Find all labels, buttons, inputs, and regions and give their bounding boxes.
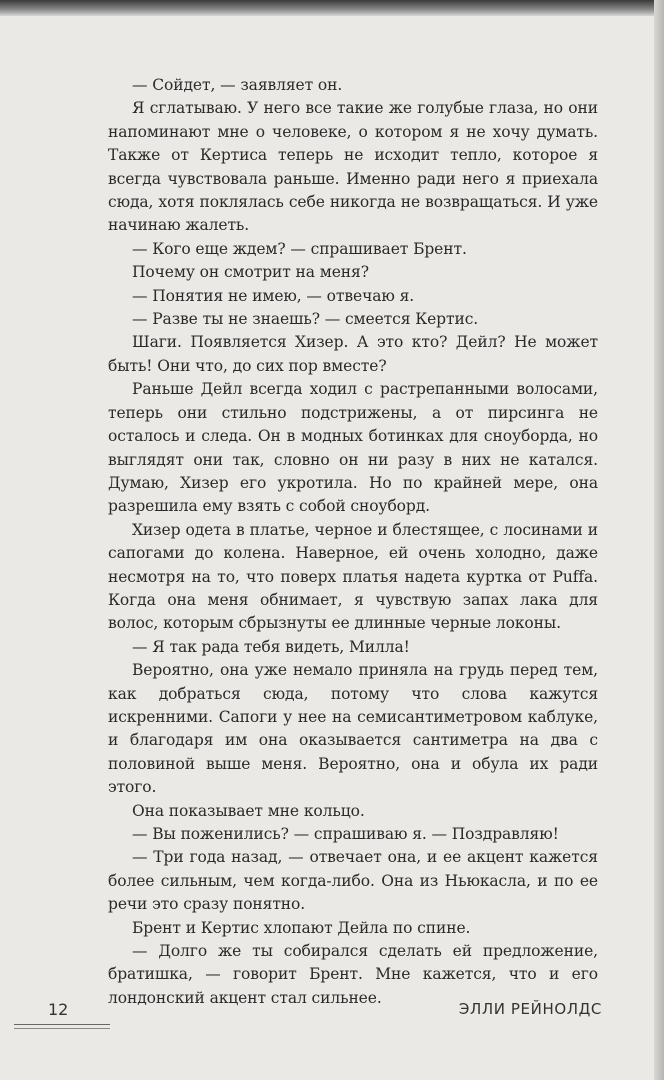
page-body-text [108, 74, 598, 1010]
paragraph: Она показывает мне кольцо. [132, 801, 365, 820]
page-right-edge [654, 0, 664, 1080]
paragraph: Раньше Дейл всегда ходил с растрепанными волосами, теперь они стильно подстрижены, а от пирсинга не осталось и следа. Он в модных ботинках для сноуборда, но выглядят они так, словно он ни разу в них не катался. Думаю, Хизер его укротила. Но по крайней мере, она разрешила ему взять с собой сноуборд. [108, 380, 598, 516]
footer-rule [14, 1028, 110, 1029]
paragraph: — Вы поженились? — спрашиваю я. — Поздравляю! [132, 825, 559, 843]
paragraph: — Сойдет, — заявляет он. [132, 76, 343, 94]
paragraph: Брент и Кертис хлопают Дейла по спине. [132, 918, 471, 937]
paragraph: — Понятия не имею, — отвечаю я. [132, 286, 415, 305]
paragraph: — Долго же ты собирался сделать ей предложение, братишка, — говорит Брент. Мне кажется, что и его лондонский акцент стал сильнее. [108, 942, 598, 1007]
paragraph: — Разве ты не знаешь? — смеется Кертис. [132, 310, 479, 329]
paragraph: — Три года назад, — отвечает она, и ее акцент кажется более сильным, чем когда-либо. Она из Ньюкасла, и по ее речи это сразу понятно. [108, 848, 598, 914]
paragraph: Я сглатываю. У него все такие же голубые глаза, но они напоминают мне о человеке, о котором я не хочу думать. Также от Кертиса теперь не исходит тепло, которое я всегда чувствовала раньше. Именно ради него я приехала сюда, хотя поклялась себе никогда не возвращаться. И уже начинаю жалеть. [108, 99, 598, 235]
paragraph: — Я так рада тебя видеть, Милла! [132, 637, 410, 656]
paragraph: — Кого еще ждем? — спрашивает Брент. [132, 239, 467, 258]
paragraph: Почему он смотрит на меня? [132, 263, 369, 282]
paragraph: Вероятно, она уже немало приняла на грудь перед тем, как добраться сюда, потому что слова кажутся искренними. Сапоги у нее на семисантиметровом каблуке, и благодаря им она оказывается сантиметра на два с половиной выше меня. Вероятно, она и обула их ради этого. [108, 661, 598, 797]
paragraph: Шаги. Появляется Хизер. А это кто? Дейл? Не может быть! Они что, до сих пор вместе? [108, 333, 598, 375]
footer-rule [14, 1024, 110, 1025]
page-top-edge [0, 0, 664, 16]
running-header-author: ЭЛЛИ РЕЙНОЛДС [458, 1000, 602, 1018]
page-number: 12 [48, 1000, 69, 1019]
paragraph: Хизер одета в платье, черное и блестящее, с лосинами и сапогами до колена. Наверное, ей очень холодно, даже несмотря на то, что поверх платья надета куртка от Puffa. Когда она меня обнимает, я чувствую запах лака для волос, которым сбрызнуты ее длинные черные локоны. [108, 520, 598, 633]
page-footer [0, 1000, 664, 1040]
